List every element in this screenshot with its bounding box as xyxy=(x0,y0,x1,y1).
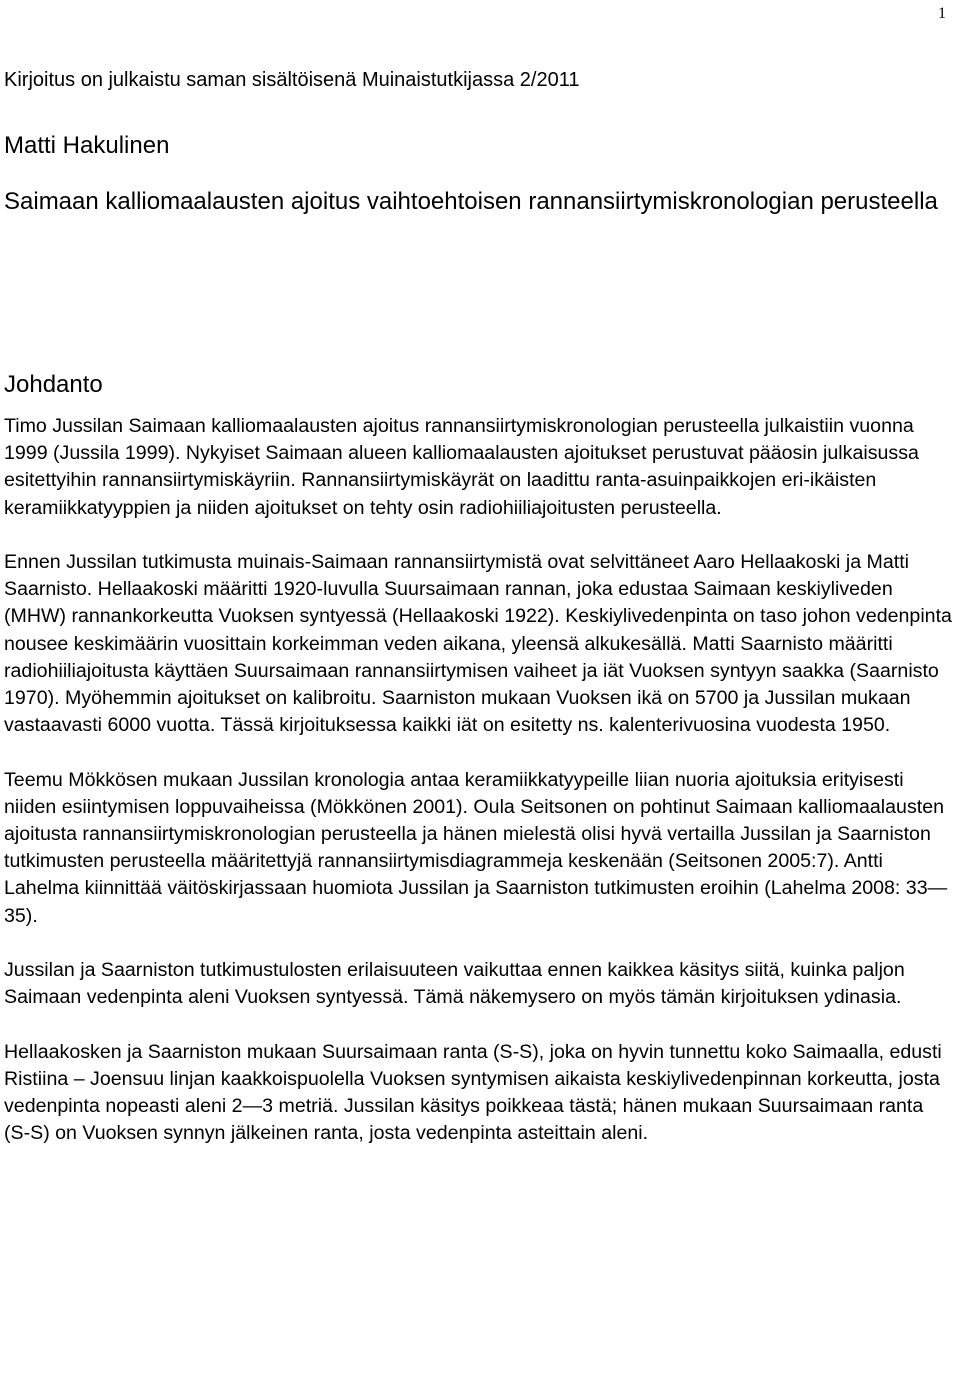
page-number: 1 xyxy=(938,5,946,22)
body-paragraph: Teemu Mökkösen mukaan Jussilan kronologia antaa keramiikkatyypeille liian nuoria ajoituksia erityisesti niiden esiintymisen loppuvaiheissa (Mökkönen 2001). Oula Seitsonen on pohtinut Saimaan kalliomaalausten ajoitusta rannansiirtymiskronologian perusteella ja hänen mielestä olisi hyvä vertailla Jussilan ja Saarniston tutkimusten perusteella määritettyjä rannansiirtymisdiagrammeja keskenään (Seitsonen 2005:7). Antti Lahelma kiinnittää väitöskirjassaan huomiota Jussilan ja Saarniston tutkimusten eroihin (Lahelma 2008: 33—35). xyxy=(4,768,948,927)
body-paragraph: Ennen Jussilan tutkimusta muinais-Saimaan rannansiirtymistä ovat selvittäneet Aaro Hellaakoski ja Matti Saarnisto. Hellaakoski määritti 1920-luvulla Suursaimaan rannan, joka edustaa Saimaan keskiyliveden (MHW) rannankorkeutta Vuoksen syntyessä (Hellaakoski 1922). Keskiylivedenpinta on taso johon vedenpinta nousee keskimäärin vuosittain korkeimman veden aikana, yleensä alkukesällä. Matti Saarnisto määritti radiohiiliajoitusta käyttäen Suursaimaan rannansiirtymisen vaiheet ja iät Vuoksen syntyyn saakka (Saarnisto 1970). Myöhemmin ajoitukset on kalibroitu. Saarniston mukaan Vuoksen ikä on 5700 ja Jussilan mukaan vastaavasti 6000 vuotta. Tässä kirjoituksessa kaikki iät on esitetty ns. kalenterivuosina vuodesta 1950. xyxy=(4,551,952,737)
body-paragraph: Jussilan ja Saarniston tutkimustulosten erilaisuuteen vaikuttaa ennen kaikkea käsitys siitä, kuinka paljon Saimaan vedenpinta aleni Vuoksen syntyessä. Tämä näkemysero on myös tämän kirjoituksen ydinasia. xyxy=(4,959,905,1009)
document-body xyxy=(4,66,952,1175)
section-heading: Johdanto xyxy=(4,371,103,398)
author-name: Matti Hakulinen xyxy=(4,132,170,159)
publication-note: Kirjoitus on julkaistu saman sisältöisenä Muinaistutkijassa 2/2011 xyxy=(4,69,580,91)
body-paragraph: Timo Jussilan Saimaan kalliomaalausten ajoitus rannansiirtymiskronologian perusteella julkaistiin vuonna 1999 (Jussila 1999). Nykyiset Saimaan alueen kalliomaalausten ajoitukset perustuvat pääosin julkaisussa esitettyihin rannansiirtymiskäyriin. Rannansiirtymiskäyrät on laadittu ranta-asuinpaikkojen eri-ikäisten keramiikkatyyppien ja niiden ajoitukset on tehty osin radiohiiliajoitusten perusteella. xyxy=(4,415,919,519)
body-paragraph: Hellaakosken ja Saarniston mukaan Suursaimaan ranta (S-S), joka on hyvin tunnettu koko Saimaalla, edusti Ristiina – Joensuu linjan kaakkoispuolella Vuoksen syntymisen aikaista keskiylivedenpinnan korkeutta, josta vedenpinta nopeasti aleni 2—3 metriä. Jussilan käsitys poikkeaa tästä; hänen mukaan Suursaimaan ranta (S-S) on Vuoksen synnyn jälkeinen ranta, josta vedenpinta asteittain aleni. xyxy=(4,1040,942,1145)
article-title: Saimaan kalliomaalausten ajoitus vaihtoehtoisen rannansiirtymiskronologian perusteella xyxy=(4,188,938,215)
